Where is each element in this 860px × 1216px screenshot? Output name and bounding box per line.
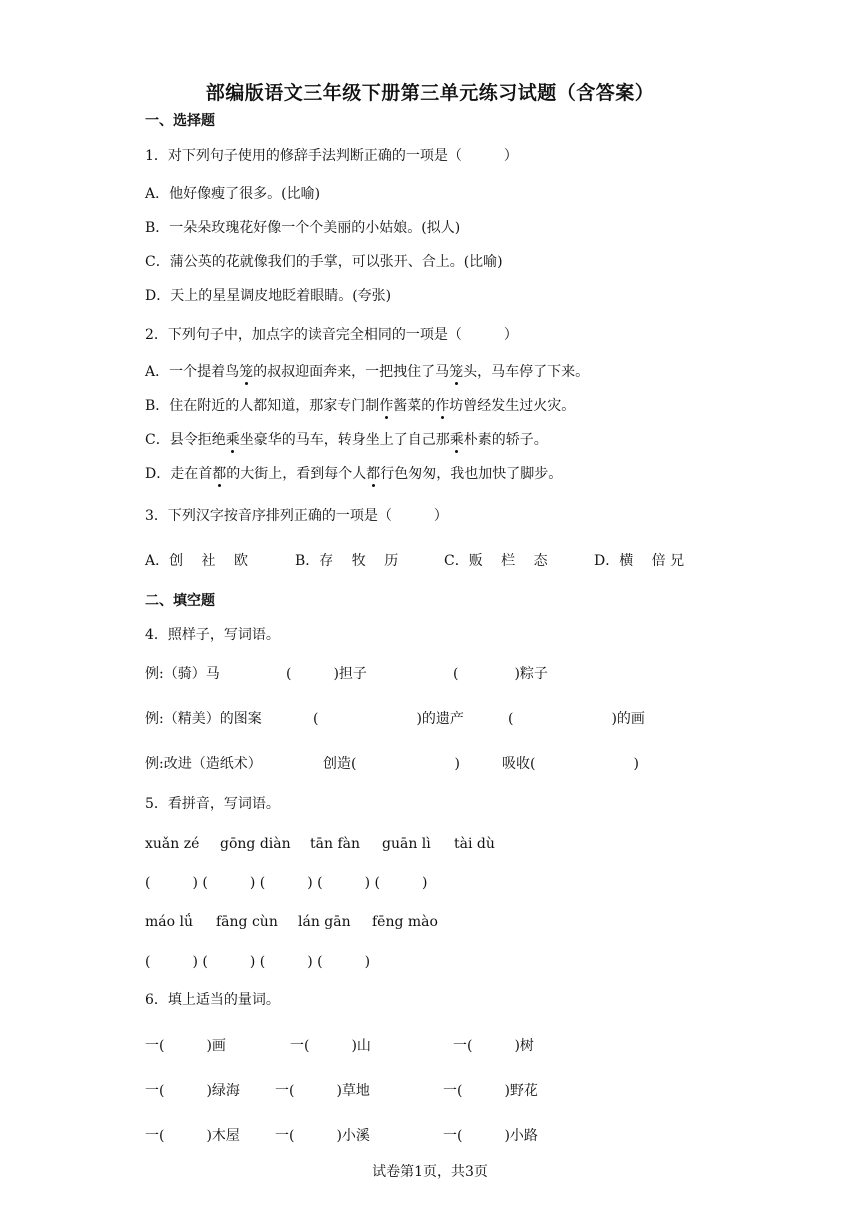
- question-1-option-c: C．蒲公英的花就像我们的手掌，可以张开、合上。(比喻): [145, 254, 503, 270]
- pinyin: xuǎn zé: [145, 836, 200, 852]
- q4-example-3: 例:改进（造纸术）: [145, 756, 262, 772]
- q6-item: 一( )草地: [275, 1083, 370, 1099]
- section-heading-choice: 一、选择题: [145, 113, 215, 129]
- q4-blank-2a: ( )的遗产: [313, 711, 464, 727]
- q5-blanks-row-1: ( ) ( ) ( ) ( ) ( ): [145, 875, 428, 891]
- question-2-stem: 2．下列句子中，加点字的读音完全相同的一项是（ ）: [145, 327, 518, 343]
- question-4-stem: 4．照样子，写词语。: [145, 627, 280, 643]
- question-3-stem: 3．下列汉字按音序排列正确的一项是（ ）: [145, 508, 448, 524]
- q6-item: 一( )树: [453, 1038, 534, 1054]
- dotted-char: 都: [212, 466, 227, 482]
- dotted-char: 作: [379, 398, 394, 414]
- question-3-option-d: D．横 倍 兄: [594, 553, 685, 569]
- q4-blank-2b: ( )的画: [508, 711, 645, 727]
- q6-item: 一( )画: [145, 1038, 226, 1054]
- q4-example-1: 例:（骑）马: [145, 666, 220, 682]
- question-6-stem: 6．填上适当的量词。: [145, 992, 280, 1008]
- page-footer: 试卷第1页，共3页: [372, 1164, 488, 1180]
- pinyin: fēng mào: [372, 914, 438, 930]
- question-3-option-a: A．创 社 欧: [145, 553, 249, 569]
- dotted-char: 笼: [239, 364, 254, 380]
- question-1-option-b: B．一朵朵玫瑰花好像一个个美丽的小姑娘。(拟人): [145, 220, 461, 236]
- q6-item: 一( )小路: [443, 1128, 538, 1144]
- q4-blank-3a: 创造( ): [323, 756, 460, 772]
- q6-item: 一( )山: [290, 1038, 371, 1054]
- q4-blank-1b: ( )粽子: [453, 666, 548, 682]
- question-1-stem: 1．对下列句子使用的修辞手法判断正确的一项是（ ）: [145, 148, 518, 164]
- pinyin: tài dù: [454, 836, 495, 852]
- pinyin: fāng cùn: [216, 914, 278, 930]
- pinyin: máo lǘ: [145, 914, 193, 930]
- dotted-char: 作: [435, 398, 450, 414]
- q6-item: 一( )木屋: [145, 1128, 240, 1144]
- pinyin: tān fàn: [310, 836, 360, 852]
- question-2-option-d: D．走在首都的大街上，看到每个人都行色匆匆，我也加快了脚步。: [145, 466, 563, 482]
- question-1-option-d: D．天上的星星调皮地眨着眼睛。(夸张): [145, 288, 392, 304]
- question-2-option-a: A．一个提着鸟笼的叔叔迎面奔来，一把拽住了马笼头，马车停了下来。: [145, 364, 590, 380]
- question-3-option-b: B．存 牧 历: [295, 553, 399, 569]
- pinyin: gōng diàn: [220, 836, 291, 852]
- q4-blank-1a: ( )担子: [286, 666, 367, 682]
- dotted-char: 都: [366, 466, 381, 482]
- dotted-char: 乘: [225, 432, 240, 448]
- pinyin: guān lì: [382, 836, 431, 852]
- dotted-char: 乘: [449, 432, 464, 448]
- q6-item: 一( )绿海: [145, 1083, 240, 1099]
- dotted-char: 笼: [449, 364, 464, 380]
- q4-blank-3b: 吸收( ): [502, 756, 639, 772]
- question-1-option-a: A．他好像瘦了很多。(比喻): [145, 186, 321, 202]
- question-2-option-b: B．住在附近的人都知道，那家专门制作酱菜的作坊曾经发生过火灾。: [145, 398, 576, 414]
- document-title: 部编版语文三年级下册第三单元练习试题（含答案）: [205, 82, 655, 104]
- q5-blanks-row-2: ( ) ( ) ( ) ( ): [145, 954, 371, 970]
- q4-example-2: 例:（精美）的图案: [145, 711, 262, 727]
- q6-item: 一( )小溪: [275, 1128, 370, 1144]
- section-heading-fill: 二、填空题: [145, 593, 215, 609]
- question-5-stem: 5．看拼音，写词语。: [145, 796, 280, 812]
- q6-item: 一( )野花: [443, 1083, 538, 1099]
- question-2-option-c: C．县令拒绝乘坐豪华的马车，转身坐上了自己那乘朴素的轿子。: [145, 432, 548, 448]
- pinyin: lán gān: [298, 914, 351, 930]
- question-3-option-c: C．贩 栏 态: [444, 553, 548, 569]
